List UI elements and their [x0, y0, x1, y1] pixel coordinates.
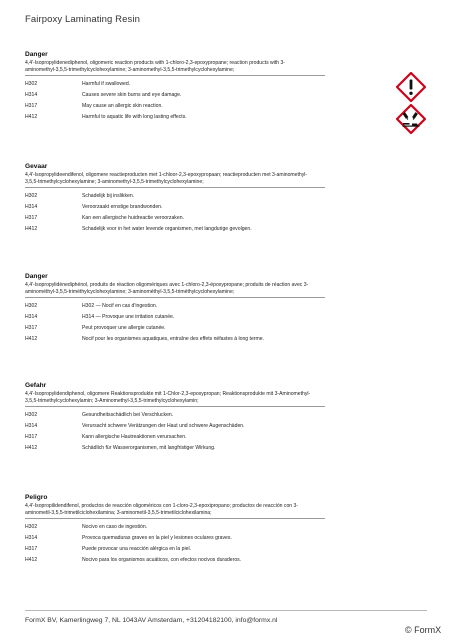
hazard-statement-row: [25, 300, 380, 311]
formx-logo: © FormX: [405, 625, 442, 635]
hazard-statement-row: [25, 212, 380, 223]
hazard-statement-row: [25, 420, 380, 431]
hazard-statement-row: [25, 442, 380, 453]
hazard-statement-row: [25, 78, 380, 89]
hazard-text: May cause an allergic skin reaction.: [82, 102, 163, 109]
hazard-code: H302: [25, 80, 38, 87]
hazard-ingredients: 4,4'-Isopropylideendifenol, oligomere reactieproducten met 1-chloor-2,3-epoxypropaan; reactieproducten met 3-aminomethyl-3,5,5-trimethylcyclohexylamine; 3-aminomethyl-3,5,5-trimethylcyclohexylamine;: [25, 172, 308, 185]
hazard-text: Kann allergische Hautreaktionen verursachen.: [82, 433, 187, 440]
hazard-code: H314: [25, 91, 38, 98]
signal-word: Danger: [25, 273, 48, 280]
hazard-statement-row: [25, 89, 380, 100]
exclamation-mark-hazard-icon: [396, 72, 426, 102]
hazard-code: H314: [25, 203, 38, 210]
hazard-section-fr: [25, 273, 380, 344]
hazard-statement-row: [25, 333, 380, 344]
hazard-code: H412: [25, 113, 38, 120]
hazard-text: Schädlich für Wasserorganismen, mit langfristiger Wirkung.: [82, 444, 216, 451]
hazard-statement-row: [25, 311, 380, 322]
hazard-text: Peut provoquer une allergie cutanée.: [82, 324, 166, 331]
divider: [25, 297, 325, 298]
signal-word: Peligro: [25, 494, 48, 501]
hazard-statement-row: [25, 201, 380, 212]
hazard-code: H317: [25, 324, 38, 331]
hazard-statement-row: [25, 532, 380, 543]
hazard-text: Provoca quemaduras graves en la piel y lesiones oculares graves.: [82, 534, 232, 541]
hazard-ingredients: 4,4'-Isopropylidenediphenol, oligomeric reaction products with 1-chloro-2,3-epoxypropane; reaction products with 3-aminomethyl-3,5,5-trimethylcyclohexylamine; 3-aminomethyl-3,5,5-trimethylcyclohexylamine;: [25, 60, 286, 73]
hazard-statement-row: [25, 521, 380, 532]
hazard-text: Verursacht schwere Verätzungen der Haut und schwere Augenschäden.: [82, 422, 245, 429]
hazard-section-nl: [25, 163, 380, 234]
hazard-code: H302: [25, 192, 38, 199]
hazard-statement-row: [25, 322, 380, 333]
hazard-code: H317: [25, 545, 38, 552]
hazard-statement-row: [25, 543, 380, 554]
hazard-text: Puede provocar una reacción alérgica en la piel.: [82, 545, 192, 552]
divider: [25, 75, 325, 76]
hazard-code: H412: [25, 335, 38, 342]
hazard-code: H412: [25, 444, 38, 451]
hazard-text: Schadelijk voor in het water levende organismen, met langdurige gevolgen.: [82, 225, 252, 232]
hazard-statement-row: [25, 190, 380, 201]
hazard-statement-row: [25, 111, 380, 122]
hazard-code: H314: [25, 422, 38, 429]
footer-address: FormX BV, Kamerlingweg 7, NL 1043AV Amsterdam, +31204182100, info@formx.nl: [25, 617, 278, 624]
hazard-code: H317: [25, 433, 38, 440]
corrosion-hazard-pictogram: [396, 104, 426, 134]
hazard-code: H314: [25, 534, 38, 541]
hazard-text: Harmful to aquatic life with long lasting effects.: [82, 113, 187, 120]
hazard-text: Nocivo en caso de ingestión.: [82, 523, 148, 530]
hazard-code: H317: [25, 214, 38, 221]
divider: [25, 187, 325, 188]
hazard-text: Nocif pour les organismes aquatiques, entraîne des effets néfastes à long terme.: [82, 335, 264, 342]
hazard-code: H302: [25, 411, 38, 418]
hazard-text: Schadelijk bij inslikken.: [82, 192, 135, 199]
hazard-text: Nocivo para los organismos acuáticos, con efectos nocivos duraderos.: [82, 556, 242, 563]
exclamation-hazard-pictogram: [396, 72, 426, 102]
hazard-ingredients: 4,4'-Isopropylidènediphénol, produits de réaction oligomériques avec 1-chloro-2,3-époxypropane; produits de réaction avec 3-aminométhyl-3,5,5-triméthylcyclohexylamine; 3-aminométhyl-3,5,5-triméthylcyclohexylamine;: [25, 282, 309, 295]
hazard-text: Causes severe skin burns and eye damage.: [82, 91, 182, 98]
divider: [25, 406, 325, 407]
signal-word: Gevaar: [25, 163, 48, 170]
hazard-text: H314 — Provoque une irritation cutanée.: [82, 313, 175, 320]
signal-word: Danger: [25, 51, 48, 58]
hazard-statement-row: [25, 431, 380, 442]
hazard-statement-row: [25, 100, 380, 111]
hazard-code: H412: [25, 556, 38, 563]
hazard-text: Gesundheitsschädlich bei Verschlucken.: [82, 411, 174, 418]
hazard-statement-row: [25, 554, 380, 565]
hazard-text: H302 — Nocif en cas d'ingestion.: [82, 302, 158, 309]
hazard-ingredients: 4,4'-Isopropylidendiphenol, oligomere Reaktionsprodukte mit 1-Chlor-2,3-epoxypropan; Reaktionsprodukte mit 3-Aminomethyl-3,5,5-trimethylcyclohexylamin; 3-Aminomethyl-3,5,5-trimethylcyclohexylamin;: [25, 391, 311, 404]
hazard-code: H314: [25, 313, 38, 320]
corrosion-hazard-icon: [396, 104, 426, 134]
signal-word: Gefahr: [25, 382, 47, 389]
document-title: Fairpoxy Laminating Resin: [25, 14, 140, 25]
hazard-code: H302: [25, 302, 38, 309]
hazard-ingredients: 4,4'-Isopropilidendifenol, productos de reacción oligoméricos con 1-cloro-2,3-epoxipropano; productos de reacción con 3-aminometil-3,5,5-trimetilciclohexilamina; 3-aminometil-3,5,5-trimetilciclohexilamina;: [25, 503, 299, 516]
hazard-text: Kan een allergische huidreactie veroorzaken.: [82, 214, 184, 221]
hazard-section-es: [25, 494, 380, 565]
hazard-text: Veroorzaakt ernstige brandwonden.: [82, 203, 163, 210]
hazard-statement-row: [25, 223, 380, 234]
divider: [25, 518, 325, 519]
hazard-section-de: [25, 382, 380, 453]
hazard-section-en: [25, 51, 380, 122]
hazard-text: Harmful if swallowed.: [82, 80, 131, 87]
hazard-code: H412: [25, 225, 38, 232]
hazard-statement-row: [25, 409, 380, 420]
hazard-code: H317: [25, 102, 38, 109]
hazard-code: H302: [25, 523, 38, 530]
footer-divider: [25, 610, 427, 611]
